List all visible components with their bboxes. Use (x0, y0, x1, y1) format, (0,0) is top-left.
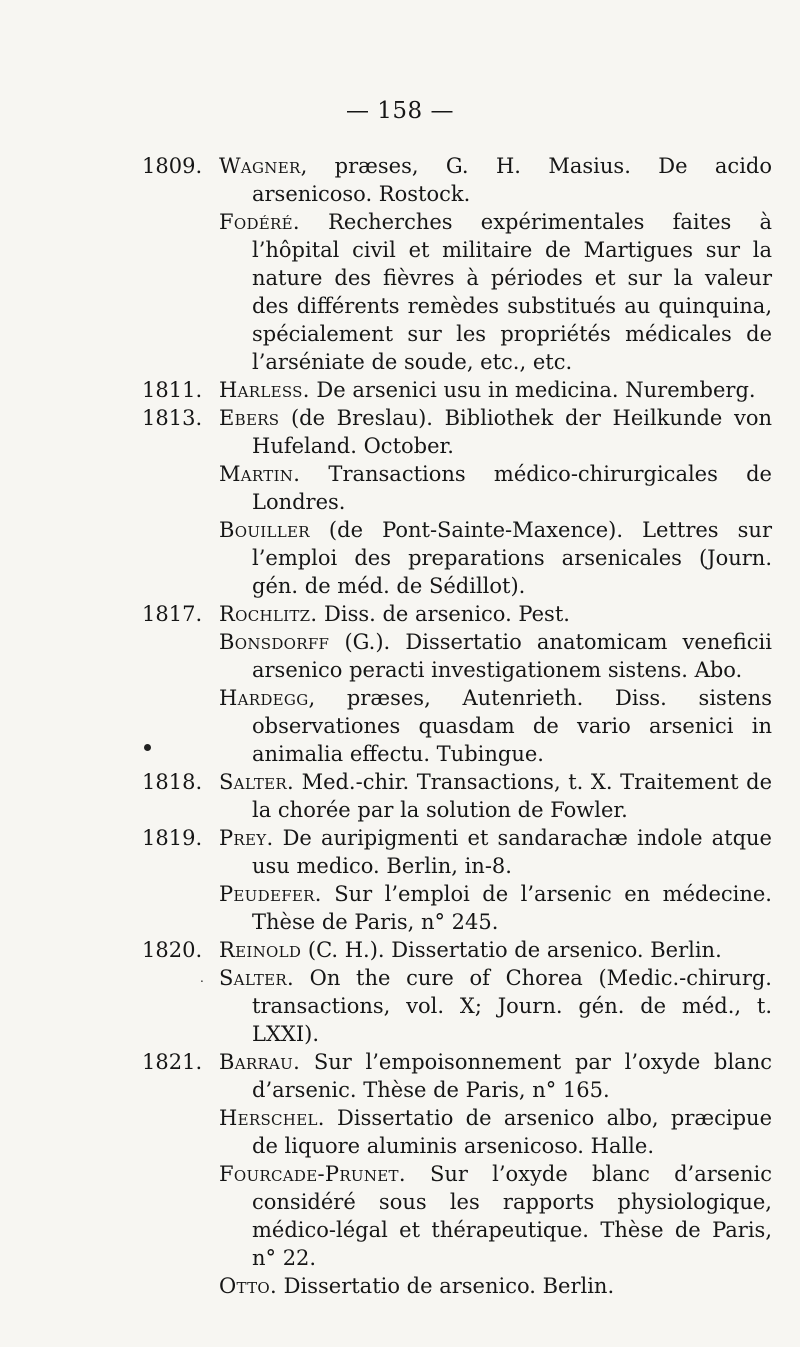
entry-author: Rochlitz. (219, 602, 318, 626)
entry-text: Diss. de arsenico. Pest. (317, 602, 570, 626)
entry-text: , præses, G. H. Masius. De acido arsenicoso. Rostock. (252, 154, 772, 206)
entry-text: Sur l’empoisonnement par l’oxyde blanc d’arsenic. Thèse de Paris, n° 165. (252, 1050, 772, 1102)
entry-year: 1817. (142, 602, 203, 626)
entry-year: 1811. (142, 378, 203, 402)
bibliography-entry (0, 600, 800, 628)
entry-author: Barrau. (219, 1050, 301, 1074)
entry-text: (G.). Dissertatio anatomicam veneficii arsenico peracti investigationem sistens. Abo. (252, 630, 772, 682)
bibliography-entry (0, 684, 800, 768)
entry-text: Sur l’emploi de l’arsenic en médecine. Thèse de Paris, n° 245. (252, 882, 772, 934)
bibliography-entry (0, 1160, 800, 1272)
entry-author: Salter. (219, 966, 294, 990)
entry-author: Bouiller (219, 518, 310, 542)
page-number: — 158 — (345, 98, 455, 124)
entry-author: Wagner (219, 154, 301, 178)
bibliography-entry (0, 376, 800, 404)
entry-author: Hardegg (219, 686, 309, 710)
entry-author: Prey. (219, 826, 274, 850)
bibliography-list (0, 152, 800, 1300)
entry-text: De auripigmenti et sandarachæ indole atque usu medico. Berlin, in-8. (252, 826, 772, 878)
bibliography-entry (0, 628, 800, 684)
entry-text: (de Pont-Sainte-Maxence). Lettres sur l’emploi des preparations arsenicales (Journ. gén. de méd. de Sédillot). (252, 518, 772, 598)
entry-text: (de Breslau). Bibliothek der Heilkunde von Hufeland. October. (252, 406, 772, 458)
entry-text: On the cure of Chorea (Medic.-chirurg. transactions, vol. X; Journ. gén. de méd., t. LXXI). (252, 966, 772, 1046)
bibliography-entry (0, 824, 800, 880)
entry-year: 1818. (142, 770, 203, 794)
entry-author: Otto. (219, 1274, 277, 1298)
entry-author: Herschel. (219, 1106, 325, 1130)
entry-year: 1813. (142, 406, 203, 430)
bibliography-entry (0, 964, 800, 1048)
entry-text: Sur l’oxyde blanc d’arsenic considéré sous les rapports physiologique, médico-légal et thérapeutique. Thèse de Paris, n° 22. (252, 1162, 772, 1270)
entry-text: Transactions médico-chirurgicales de Londres. (252, 462, 772, 514)
entry-text: Med.-chir. Transactions, t. X. Traitement de la chorée par la solution de Fowler. (252, 770, 772, 822)
bibliography-entry (0, 152, 800, 208)
bibliography-entry (0, 208, 800, 376)
entry-author: Salter. (219, 770, 294, 794)
bibliography-entry (0, 768, 800, 824)
entry-text: Dissertatio de arsenico albo, præcipue de liquore aluminis arsenicoso. Halle. (252, 1106, 772, 1158)
bibliography-entry (0, 404, 800, 460)
entry-author: Fourcade-Prunet. (219, 1162, 406, 1186)
entry-author: Peudefer. (219, 882, 322, 906)
entry-author: Reinold (219, 938, 302, 962)
entry-author: Harless. (219, 378, 310, 402)
entry-text: Dissertatio de arsenico. Berlin. (276, 1274, 615, 1298)
bibliography-entry (0, 936, 800, 964)
entry-text: , præses, Autenrieth. Diss. sistens observationes quasdam de vario arsenici in animalia effectu. Tubingue. (252, 686, 772, 766)
entry-author: Fodéré. (219, 210, 300, 234)
entry-author: Bonsdorff (219, 630, 330, 654)
entry-year: 1821. (142, 1050, 203, 1074)
entry-author: Ebers (219, 406, 280, 430)
entry-text: De arsenici usu in medicina. Nuremberg. (309, 378, 756, 402)
bibliography-entry (0, 1104, 800, 1160)
bibliography-entry (0, 516, 800, 600)
entry-text: Recherches expérimentales faites à l’hôpital civil et militaire de Martigues sur la nature des fièvres à périodes et sur la valeur des différents remèdes substitués au quinquina, spécialement sur les propriétés médicales de l’arséniate de soude, etc., etc. (252, 210, 772, 374)
entry-year: 1820. (142, 938, 203, 962)
bibliography-entry (0, 1048, 800, 1104)
entry-text: (C. H.). Dissertatio de arsenico. Berlin. (301, 938, 722, 962)
entry-year: 1819. (142, 826, 203, 850)
entry-marker: . (200, 971, 204, 985)
bibliography-entry (0, 1272, 800, 1300)
bibliography-entry (0, 880, 800, 936)
entry-year: 1809. (142, 154, 203, 178)
entry-author: Martin. (219, 462, 301, 486)
bibliography-entry (0, 460, 800, 516)
